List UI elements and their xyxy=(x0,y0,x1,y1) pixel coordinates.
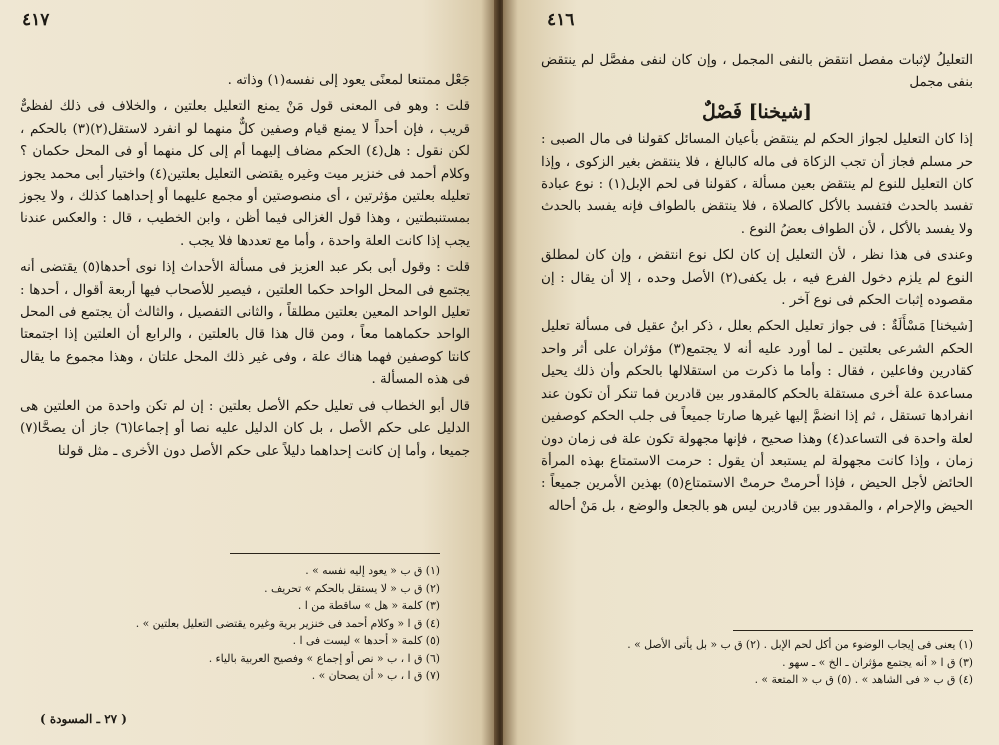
footnote: (٤) ق ا « وكلام أحمد فى خنزير برية وغيره يقتضى التعليل بعلتين » . xyxy=(135,616,440,630)
intro-text: التعليلُ لإثبات مفصل انتقض بالنفى المجمل ، وإن كان لنفى مفصَّل لم ينتقض بنفى مجمل xyxy=(541,53,973,91)
page-body xyxy=(541,50,973,522)
footnote: (٣) كلمة « هل » ساقطة من ا . xyxy=(297,599,440,612)
footnotes xyxy=(543,636,973,689)
paragraph: [شيخنا] مَسْأَلَةٌ : فى جواز تعليل الحكم بعلل ، ذكر ابنُ عقيل فى مسألة تعليل الحكم الشرعى بعلتين ـ لما أورد عليه أنه لا يجتمع(٣) مؤثران على أثر واحد كقادرين وفاعلين ، فقال : وأما ما ذكرت من استقلالها بالحكم وأن ذلك يحيل مساعدة علة أخرى مستقلة بالحكم كالمقدور بين قادرين فما تنكر أن تكون عند انفرادها تستقل ، ثم إذا انضمَّ إليها غيرها صارتا جميعاً فى جلب الحكم كوصفين لعلة واحدة فى التساعد(٤) وهذا صحيح ، فإنها مجهولة تكون علة فى زمان دون زمان ، وإذا كانت مجهولة لم يستبعد أن يقول : حرمت الاستمتاع بهذه المرأة الحائض لأجل الحيض ، فإذا أحرمتْ حرمتْ الاستمتاع(٥) بهذين الأمرين جميعاً : الحيض والإحرام ، والمقدور بين قادرين ليس هو بالجعل والوضع ، بل مَنْ أحاله xyxy=(541,319,973,514)
left-page xyxy=(0,0,496,745)
footnote: (٤) ق ب « فى الشاهد » . (٥) ق ب « المتعة » . xyxy=(754,673,973,686)
footnote: (١) ق ب « يعود إليه نفسه » . xyxy=(305,564,440,577)
paragraph: قلت : وقول أبى بكر عبد العزيز فى مسألة الأحداث إذا نوى أحدها(٥) يقتضى أنه يجتمع فى المحل الواحد حكما العلتين ، فيصير للأصحاب فيها أربعة أقوال ، أحدها : تعليل الواحد المعين بعلتين مطلقاً ، والثانى التفصيل ، والثالث أن يجتمع فى المحل الواحد حكماهما معاً ، ومن قال هذا قال بالعلتين ، والرابع أن العلتين إذا اجتمعتا كانتا كوصفين فهما هناك علة ، وفى غير ذلك المحل علتان ، وهذا مجموع ما يقال فى هذه المسألة . xyxy=(20,260,470,388)
page-number: ٤١٧ xyxy=(22,10,50,30)
footnote: (٦) ق ا ، ب « نص أو إجماع » وفصيح العربية بالياء . xyxy=(208,651,440,665)
footnotes xyxy=(60,562,440,685)
section-heading: [شيخنا] فَصْلٌ xyxy=(702,100,812,123)
footnote: (٥) كلمة « أحدها » ليست فى ا . xyxy=(292,634,440,647)
footnote: (٣) ق ا « أنه يجتمع مؤثران ـ الخ » ـ سهو . xyxy=(782,655,973,669)
paragraph: إذا كان التعليل لجواز الحكم لم ينتقض بأعيان المسائل كقولنا فى مال الصبى : حر مسلم فجاز أن تجب الزكاة فى ماله كالبالغ ، فلا ينتقض بغير الزكوى ، وإذا كان التعليل للنوع لم ينتقض بعين مسألة ، كقولنا فى لحم الإبل(١) : نوع عبادة تفسد بالحدث فتفسد بالأكل كالصلاة ، فلا ينتقض بالطواف فإنه يفسد بالحدث ولا يفسد بالأكل ، لأن الطواف بعضُ النوع . xyxy=(541,132,973,237)
footnote-divider xyxy=(230,553,440,554)
signature-mark: ( ٢٧ ـ المسودة ) xyxy=(40,712,127,726)
paragraph: وعندى فى هذا نظر ، لأن التعليل إن كان لكل نوع انتقض ، وإن كان لمطلق النوع لم يلزم دخول الفرع فيه ، بل يكفى(٢) الأصل وحده ، إلا أن يقال : إن مقصوده إثبات الحكم فى نوع آخر . xyxy=(541,248,973,309)
footnote-divider xyxy=(733,630,973,631)
footnote: (٧) ق ا ، ب « أن يصحان » . xyxy=(311,669,440,682)
page-number: ٤١٦ xyxy=(547,10,575,30)
footnote: (١) يعنى فى إيجاب الوضوء من أكل لحم الإبل . (٢) ق ب « بل يأتى الأصل » . xyxy=(627,638,973,651)
paragraph: قلت : وهو فى المعنى قول مَنْ يمنع التعليل بعلتين ، والخلاف فى ذلك لفظىٌّ قريب ، فإن أحداً لا يمنع قيام وصفين كلٌّ منهما لو انفرد لاستقل(٢)(٣) بالحكم ، لكن نقول : هل(٤) الحكم مضاف إليهما أم إلى كل منهما أو فى المحل حكمان ؟ وكلام أحمد فى خنزير ميت وغيره يقتضى التعليل بعلتين(٤) واختيار أبى محمد يجوز تعليله بعلتين مؤثرتين ، أى منصوصتين أو مجمع عليهما أو إحداهما كذلك ، ولا يجوز بمستنبطتين ، وهذا قول الغزالى فيما أظن ، وابن الخطيب ، قال : والعكس عندنا يجب إذا كانت العلة واحدة ، وأما مع تعددها فلا يجب . xyxy=(20,99,470,249)
paragraph: جَعْل ممتنعا لمعنًى يعود إلى نفسه(١) وذاته . xyxy=(227,73,470,88)
footnote: (٢) ق ب « لا يستقل بالحكم » تحريف . xyxy=(264,581,440,595)
right-page xyxy=(503,0,999,745)
page-body xyxy=(20,70,470,467)
paragraph: قال أبو الخطاب فى تعليل حكم الأصل بعلتين : إن لم تكن واحدة من العلتين هى الدليل على حكم الأصل ، بل كان الدليل عليه نصا أو إجماعا(٦) جاز أن يصحَّا(٧) جميعا ، وأما إن كانت إحداهما دليلاً على حكم الأصل دون الأخرى ـ مثل قولنا xyxy=(20,398,470,459)
